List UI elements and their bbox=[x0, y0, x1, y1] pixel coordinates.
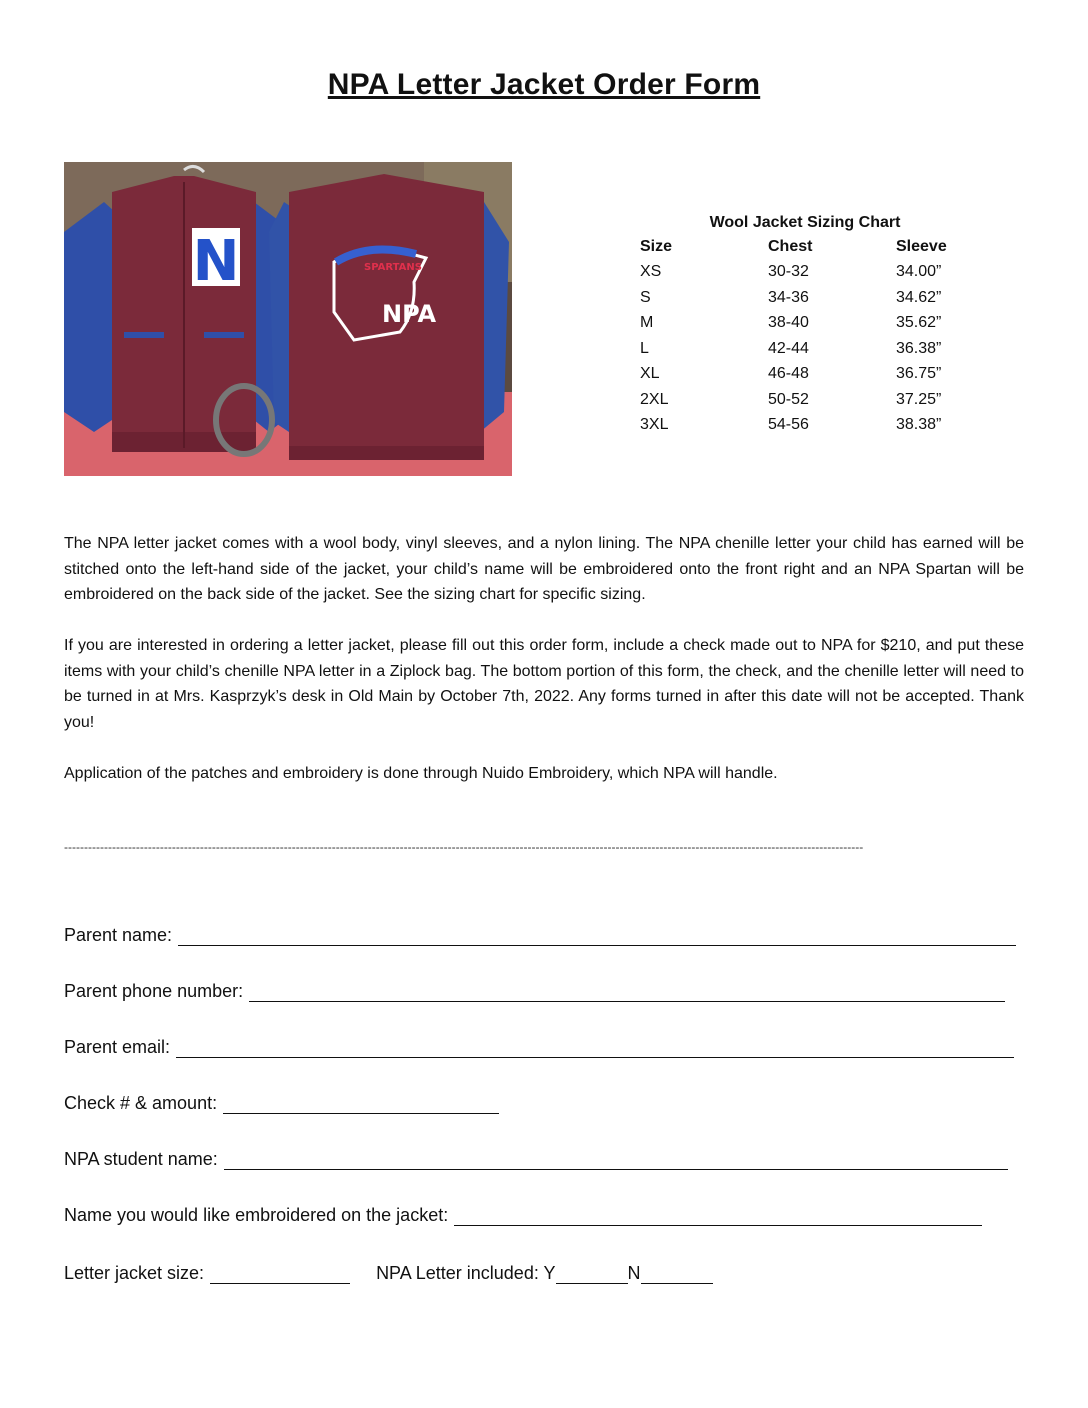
table-row bbox=[640, 387, 970, 413]
parent-phone-input-line[interactable] bbox=[249, 981, 1005, 1002]
chest-cell: 54-56 bbox=[768, 416, 809, 434]
parent-email-input-line[interactable] bbox=[176, 1037, 1014, 1058]
jacket-description-paragraph: The NPA letter jacket comes with a wool body, vinyl sleeves, and a nylon lining. The NPA chenille letter your child has earned will be stitched onto the left-hand side of the jacket, your child’s name will be embroidered onto the front right and an NPA Spartan will be embroidered on the back side of the jacket. See the sizing chart for specific sizing. bbox=[64, 535, 1024, 603]
table-row bbox=[640, 260, 970, 286]
check-amount-field bbox=[64, 1088, 499, 1114]
size-cell: L bbox=[640, 339, 649, 357]
size-cell: 2XL bbox=[640, 390, 669, 408]
size-cell: XL bbox=[640, 365, 660, 383]
chest-cell: 34-36 bbox=[768, 288, 809, 306]
student-name-input-line[interactable] bbox=[224, 1149, 1008, 1170]
table-row bbox=[640, 311, 970, 337]
ordering-instructions-paragraph: If you are interested in ordering a letter jacket, please fill out this order form, include a check made out to NPA for $210, and put these items with your child’s chenille NPA letter in a Ziplock bag. The bottom portion of this form, the check, and the chenille letter will need to be turned in at Mrs. Kasprzyk’s desk in Old Main by October 7th, 2022. Any forms turned in after this date will not be accepted. Thank you! bbox=[64, 637, 1024, 731]
parent-phone-label: Parent phone number: bbox=[64, 981, 244, 1001]
letter-no-input-line[interactable] bbox=[641, 1263, 713, 1284]
embroidered-name-field bbox=[64, 1200, 982, 1226]
check-amount-label: Check # & amount: bbox=[64, 1093, 218, 1113]
sizing-header-row bbox=[640, 234, 970, 260]
sleeve-cell: 37.25” bbox=[896, 390, 942, 408]
sleeve-cell: 34.00” bbox=[896, 263, 942, 281]
embroidered-name-input-line[interactable] bbox=[454, 1205, 982, 1226]
chest-cell: 30-32 bbox=[768, 263, 809, 281]
chest-cell: 46-48 bbox=[768, 365, 809, 383]
embroidery-note-paragraph: Application of the patches and embroidery is done through Nuido Embroidery, which NPA will handle. bbox=[64, 765, 778, 782]
patch-npa-text: NPA bbox=[382, 300, 437, 328]
parent-email-field bbox=[64, 1032, 1014, 1058]
check-amount-input-line[interactable] bbox=[223, 1093, 499, 1114]
chest-cell: 50-52 bbox=[768, 390, 809, 408]
cut-line-divider: -------------------------------------------------------------------------------------------------------------------------------------------------------------------------------------------------------- bbox=[64, 840, 864, 854]
parent-name-label: Parent name: bbox=[64, 925, 173, 945]
parent-phone-field bbox=[64, 976, 1005, 1002]
page-title: NPA Letter Jacket Order Form bbox=[327, 68, 761, 101]
size-cell: S bbox=[640, 288, 651, 306]
patch-spartans-text: SPARTANS bbox=[364, 262, 422, 273]
header-chest: Chest bbox=[768, 237, 813, 255]
parent-email-label: Parent email: bbox=[64, 1037, 171, 1057]
parent-name-input-line[interactable] bbox=[178, 925, 1016, 946]
letter-yes-input-line[interactable] bbox=[556, 1263, 628, 1284]
student-name-field bbox=[64, 1144, 1008, 1170]
jacket-size-label: Letter jacket size: bbox=[64, 1263, 205, 1283]
sleeve-cell: 38.38” bbox=[896, 416, 942, 434]
size-cell: 3XL bbox=[640, 416, 669, 434]
size-cell: XS bbox=[640, 263, 662, 281]
chenille-letter: N bbox=[192, 229, 240, 294]
embroidered-name-label: Name you would like embroidered on the jacket: bbox=[64, 1205, 449, 1225]
size-cell: M bbox=[640, 314, 654, 332]
header-sleeve: Sleeve bbox=[896, 237, 947, 255]
student-name-label: NPA student name: bbox=[64, 1149, 218, 1169]
sleeve-cell: 34.62” bbox=[896, 288, 942, 306]
jacket-size-input-line[interactable] bbox=[210, 1263, 350, 1284]
jacket-photo bbox=[64, 162, 512, 476]
sizing-table bbox=[640, 234, 970, 438]
parent-name-field bbox=[64, 920, 1016, 946]
chest-cell: 38-40 bbox=[768, 314, 809, 332]
sizing-chart bbox=[640, 214, 970, 438]
letter-included-label: NPA Letter included: Y bbox=[376, 1263, 556, 1283]
jacket-size-field bbox=[64, 1258, 713, 1284]
sizing-chart-title: Wool Jacket Sizing Chart bbox=[709, 214, 901, 231]
sleeve-cell: 36.75” bbox=[896, 365, 942, 383]
table-row bbox=[640, 336, 970, 362]
jacket-illustration bbox=[64, 162, 512, 476]
letter-no-label: N bbox=[627, 1263, 641, 1283]
sleeve-cell: 36.38” bbox=[896, 339, 942, 357]
sleeve-cell: 35.62” bbox=[896, 314, 942, 332]
table-row bbox=[640, 362, 970, 388]
chest-cell: 42-44 bbox=[768, 339, 809, 357]
table-row bbox=[640, 413, 970, 439]
header-size: Size bbox=[640, 237, 673, 255]
table-row bbox=[640, 285, 970, 311]
